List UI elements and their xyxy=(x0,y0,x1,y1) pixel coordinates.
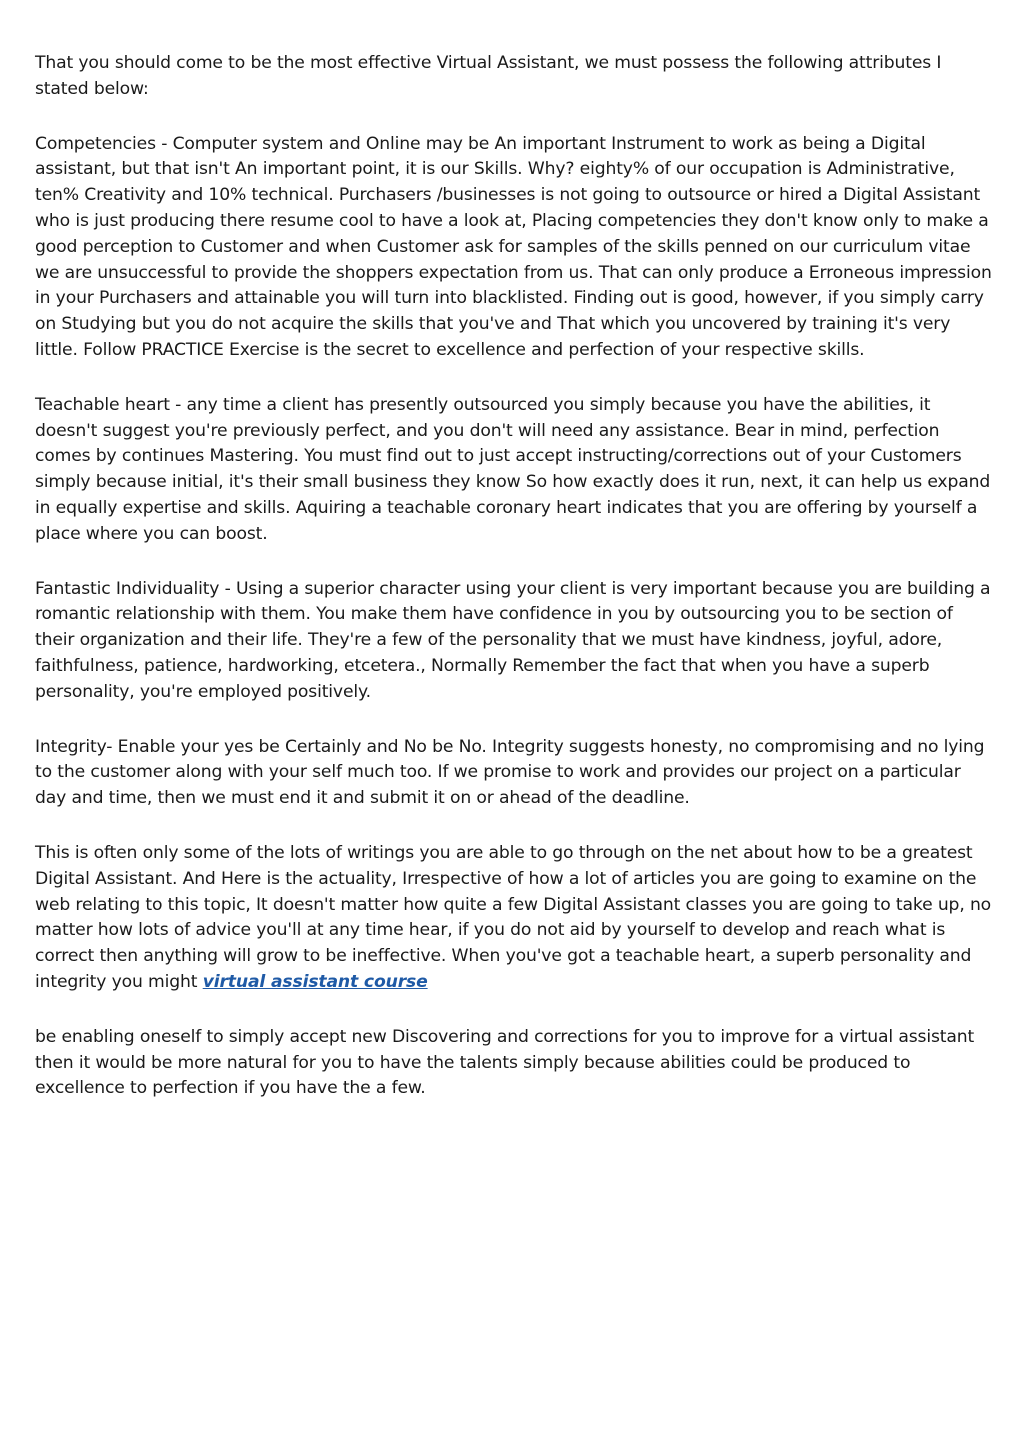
paragraph-teachable-heart: Teachable heart - any time a client has presently outsourced you simply because you have the abilities, it doesn't suggest you're previously perfect, and you don't will need any assistance. Bear in mind, perfection comes by continues Mastering. You must find out to just accept instructing/corrections out of your Customers simply because initial, it's their small business they know So how exactly does it run, next, it can help us expand in equally expertise and skills. Aquiring a teachable coronary heart indicates that you are offering by yourself a place where you can boost. xyxy=(35,394,991,544)
paragraph-individuality: Fantastic Individuality - Using a superior character using your client is very important because you are building a romantic relationship with them. You make them have confidence in you by outsourcing you to be section of their organization and their life. They're a few of the personality that we must have kindness, joyful, adore, faithfulness, patience, hardworking, etcetera., Normally Remember the fact that when you have a superb personality, you're employed positively. xyxy=(35,578,991,702)
paragraph-integrity: Integrity- Enable your yes be Certainly and No be No. Integrity suggests honesty, no compromising and no lying to the customer along with your self much too. If we promise to work and provides our project on a particular day and time, then we must end it and submit it on or ahead of the deadline. xyxy=(35,736,985,809)
paragraph-summary-text: This is often only some of the lots of writings you are able to go through on the net about how to be a greatest Digital Assistant. And Here is the actuality, Irrespective of how a lot of articles you are going to examine on the web relating to this topic, It doesn't matter how quite a few Digital Assistant classes you are going to take up, no matter how lots of advice you'll at any time hear, if you do not aid by yourself to develop and reach what is correct then anything will grow to be ineffective. When you've got a teachable heart, a superb personality and integrity you might xyxy=(35,842,992,992)
paragraph-intro: That you should come to be the most effective Virtual Assistant, we must possess the following attributes I stated below: xyxy=(35,53,942,99)
paragraph-competencies: Competencies - Computer system and Online may be An important Instrument to work as being a Digital assistant, but that isn't An important point, it is our Skills. Why? eighty% of our occupation is Administrative, ten% Creativity and 10% technical. Purchasers /businesses is not going to outsource or hired a Digital Assistant who is just producing there resume cool to have a look at, Placing competencies they don't know only to make a good perception to Customer and when Customer ask for samples of the skills penned on our curriculum vitae we are unsuccessful to provide the shoppers expectation from us. That can only produce a Erroneous impression in your Purchasers and attainable you will turn into blacklisted. Finding out is good, however, if you simply carry on Studying but you do not acquire the skills that you've and That which you uncovered by training it's very little. Follow PRACTICE Exercise is the secret to excellence and perfection of your respective skills. xyxy=(35,133,992,360)
paragraph-summary xyxy=(35,841,995,996)
paragraph-final: be enabling oneself to simply accept new Discovering and corrections for you to improve for a virtual assistant then it would be more natural for you to have the talents simply because abilities could be produced to excellence to perfection if you have the a few. xyxy=(35,1026,975,1099)
document-body xyxy=(35,51,995,1102)
virtual-assistant-course-link[interactable]: virtual assistant course xyxy=(202,971,428,992)
